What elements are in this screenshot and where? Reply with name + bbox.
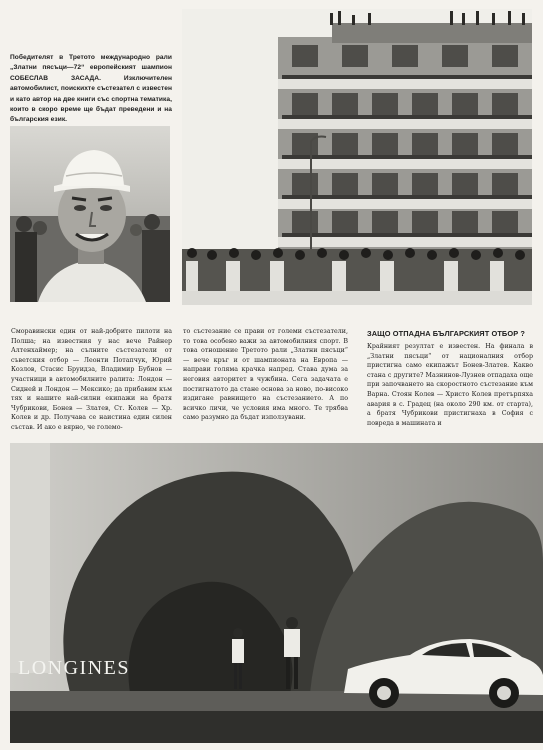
winner-portrait-photo	[10, 126, 170, 302]
longines-ad-photo	[10, 443, 543, 743]
article-column-1: Сморавински един от най-добрите пилоти на Полша; на известния у нас вече Райнер Алтенхаймер; на сълните състезатели от съветския отбор — Леонти Потапчук, Юрий Козлов, Стасис Бруидза, Владимир Бубнов — участници в автомобилните ралита: Лондон — Сидней и Лондон — Мексико; да прибавим към тях и нашите най-силни екипажи на братя Чубрикови, Бонев — Златев, Ст. Колев — Хр. Колев и др. Получава се наистина един силен състав. И ако е вярно, че големо-	[11, 328, 172, 431]
section-heading: ЗАЩО ОТПАДНА БЪЛГАРСКИЯТ ОТБОР ?	[367, 329, 525, 338]
hotel-crowd-photo	[182, 9, 532, 305]
longines-logo: LONGINES	[18, 657, 130, 679]
intro-caption: Победителят в Третото международно рали „Златни пясъци—72“ европейският шампион СОБЕСЛАВ ЗАСАДА. Изключителен автомобилист, поискихте състезател с известен и като автор на две книги със спортна тематика, които в скоро време ще бъдат преведени и на българския език.	[10, 54, 172, 124]
article-column-3: Крайният резултат е известен. На финала в „Златни пясъци“ от националния отбор пристигна само екипажът Бонев-Златев. Какво стана с другите? Мазнинов-Лузнев отпадаха още при започването на скоростното състезание към Варна. Стоян Колев — Христо Колев претърпяха авария в с. Градец (на около 290 км. от старта), а братя Чубрикови пристигнаха в София с повреда в машината и	[367, 343, 533, 427]
article-column-2: то състезание се прави от големи състезатели, то това особено важи за автомобилния спорт. В това отношение Третото рали „Златни пясъци“ — вече кръг и от шампионата на Европа — направи голяма крачка напред. Става дума за неговия авторитет в чужбина. Сега задачата е постигнатото да стане основа за ново, по-високо издигане равнището на състезанието. А по всичко личи, че условия има много. Те трябва само разумно да бъдат използувани.	[183, 328, 348, 422]
